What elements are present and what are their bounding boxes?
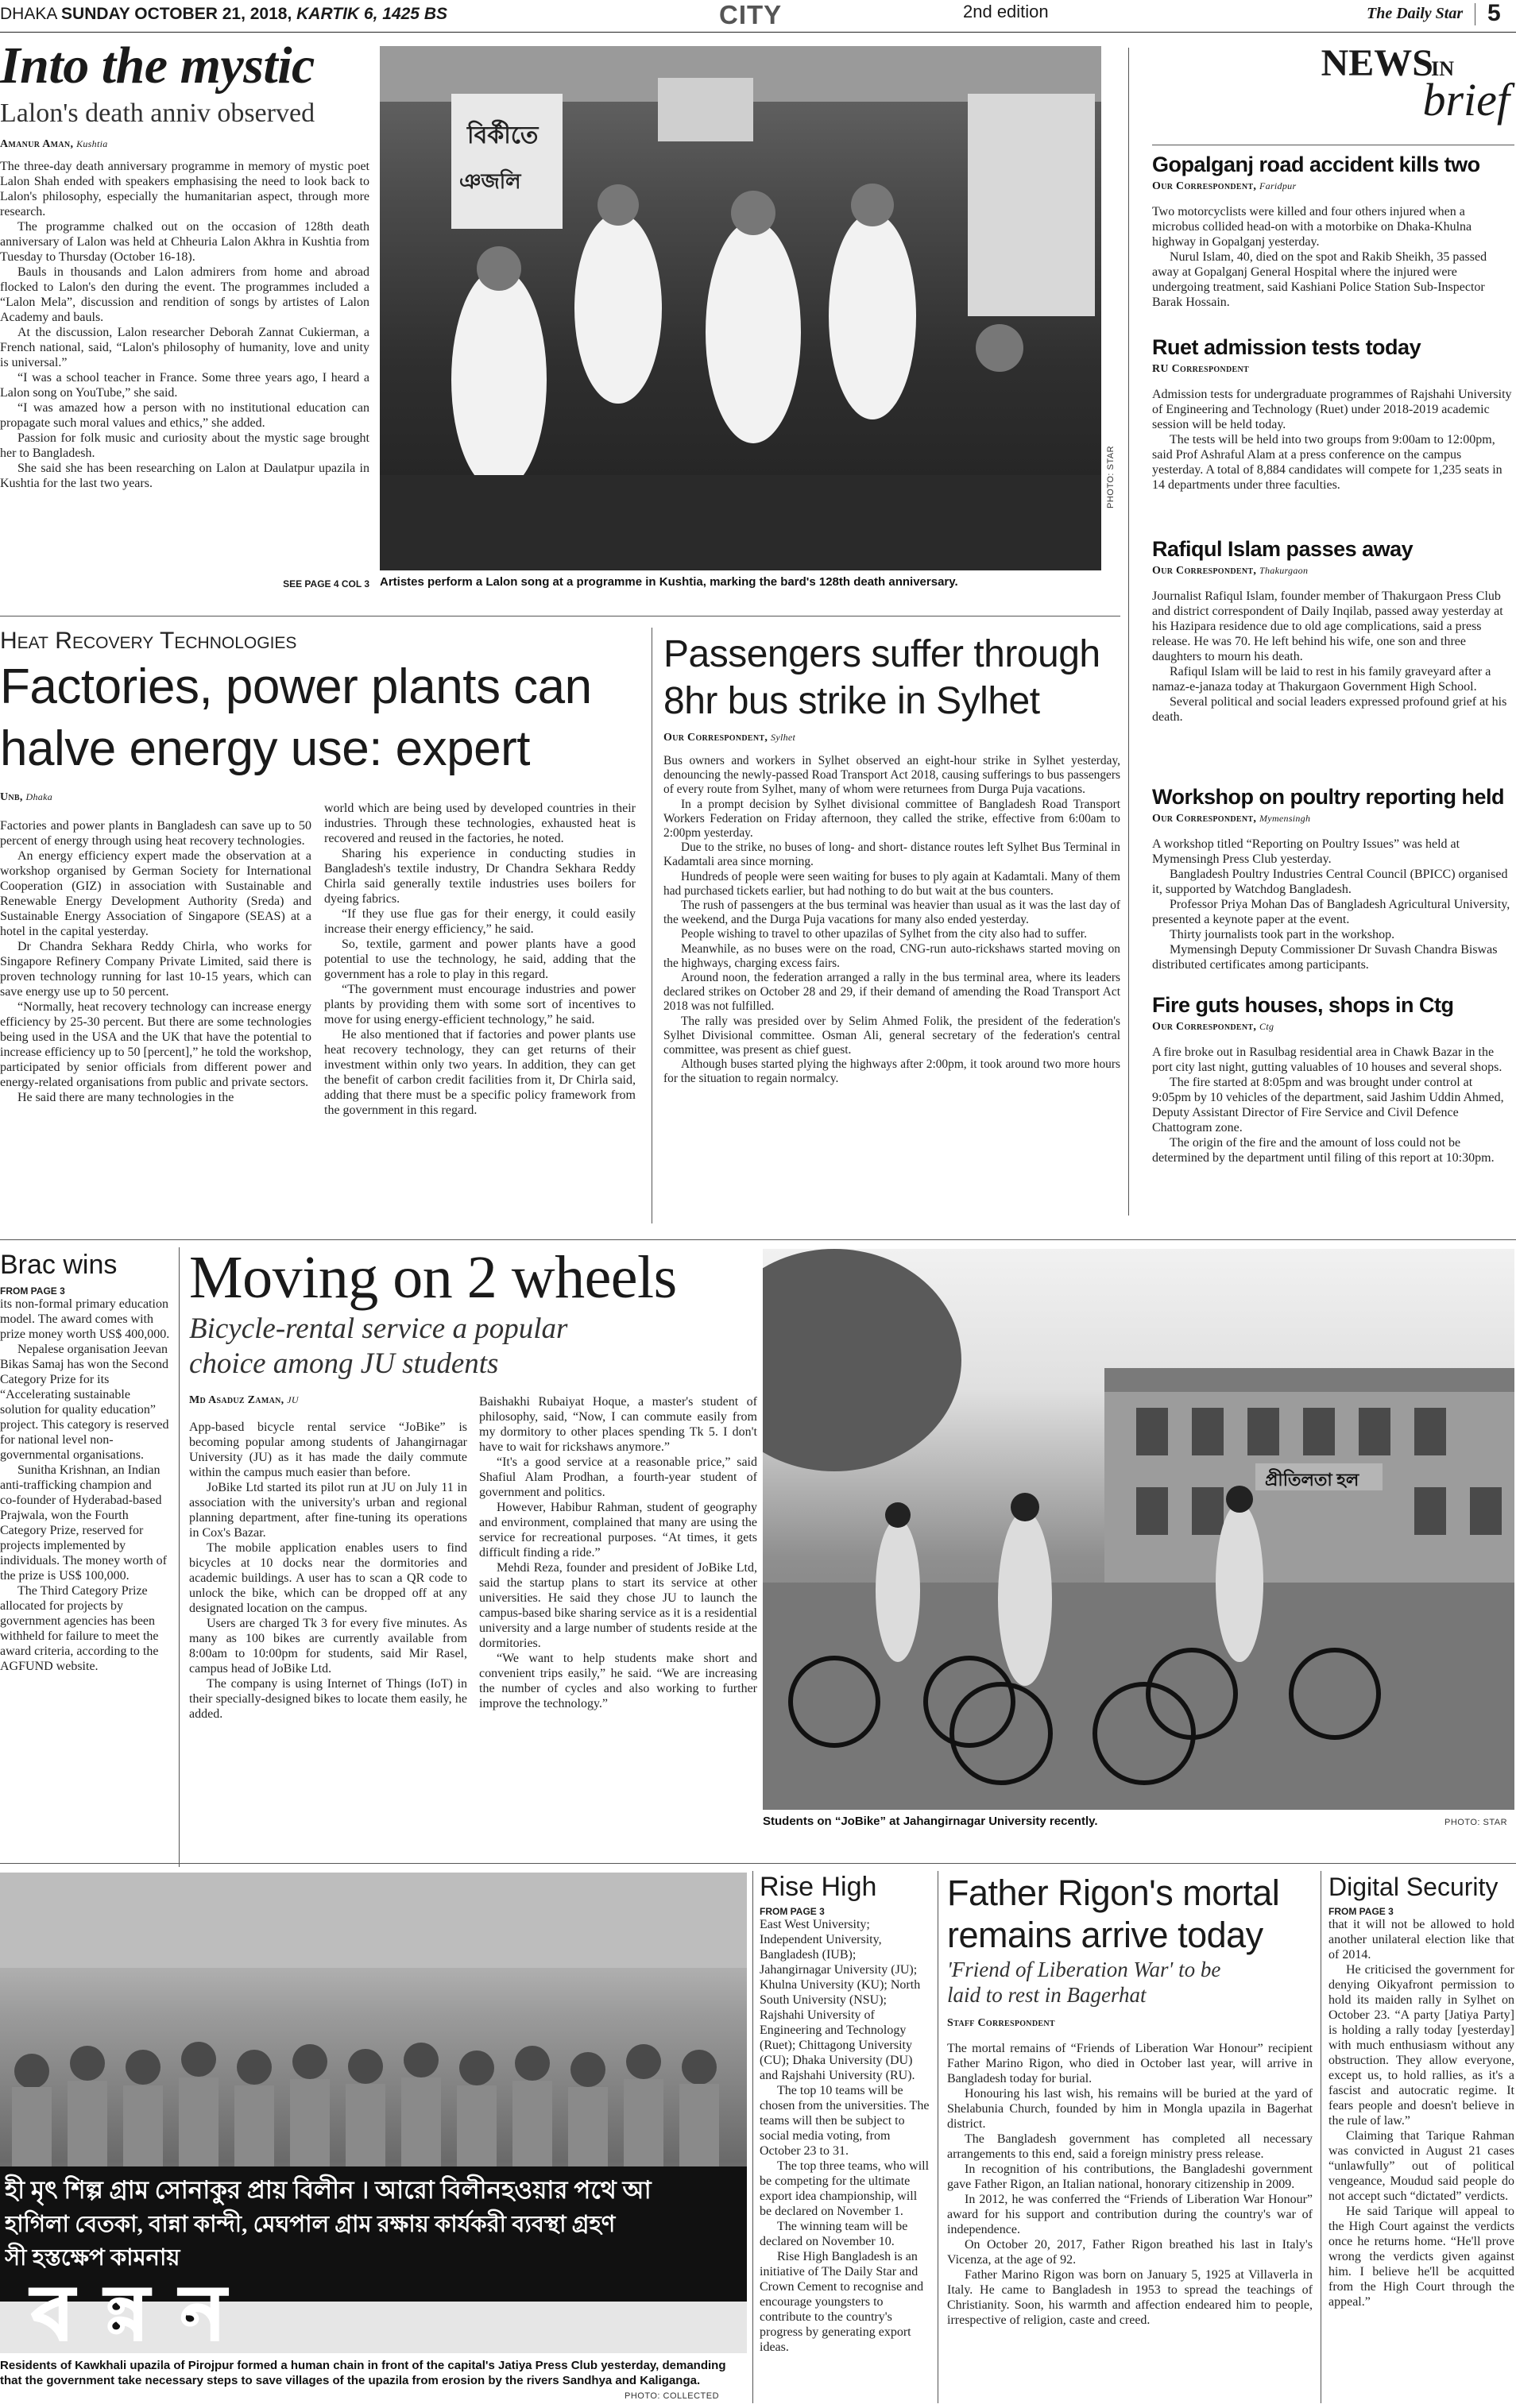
- brief-item-fire: [1152, 993, 1514, 1165]
- mystic-byline: Amanur Aman, Kushtia: [0, 138, 108, 150]
- brief-item-rafiqul: [1152, 537, 1514, 725]
- brac-paragraph: Sunitha Krishnan, an Indian anti-trafficking champion and co-founder of Hyderabad-based Prajwala, won the Fourth Category Prize, reserved for projects implemented by individuals. The money worth of the prize is US$ 100,000.: [0, 1463, 167, 1583]
- energy-col-1: [0, 818, 311, 1105]
- sylhet-paragraph: Due to the strike, no buses of long- and short- distance routes left Sylhet Bus Terminal in Kadamtali area since morning.: [663, 841, 1120, 869]
- sylhet-paragraph: The rush of passengers at the bus terminal was heavier than usual as it was the last day of the weekend, and the Durga Puja vacations for many also ended yesterday.: [663, 899, 1120, 927]
- rise-high-paragraph: East West University; Independent University, Bangladesh (IUB); Jahangirnagar University (JU); Khulna University (KU); North South University (NSU); Rajshahi University of Engineering and Technology (Ruet); Chittagong University (CU); Dhaka University (DU) and Rajshahi University (RU).: [760, 1918, 921, 2082]
- rigon-headline-1: Father Rigon's mortal: [947, 1873, 1280, 1913]
- protest-banner-line-3: সী হস্তক্ষেপ কামনায়: [5, 2245, 180, 2271]
- brief-paragraph: The fire started at 8:05pm and was brought under control at 9:05pm by 10 vehicles of the department, said Jashim Uddin Ahmed, Deputy Assistant Director of Fire Service and Civil Defence Chattogram zone.: [1152, 1076, 1504, 1134]
- mystic-paragraph: She said she has been researching on Lalon at Daulatpur upazila in Kushtia for the last two years.: [0, 462, 369, 490]
- sylhet-paragraph: Although buses started plying the highways after 2:00pm, it took around two more hours for the situation to regain normalcy.: [663, 1057, 1120, 1086]
- mystic-paragraph: The programme chalked out on the occasion of 128th death anniversary of Lalon was held at Chheuria Lalon Akhra in Kushtia from Tuesday to Thursday (October 16-18).: [0, 220, 369, 264]
- wheels-story: [189, 1243, 757, 1871]
- column-rule: [179, 1247, 180, 1867]
- energy-col-2: [324, 801, 636, 1118]
- brief-paragraph: The tests will be held into two groups from 9:00am to 12:00pm, said Prof Ashraful Alam at a press conference on the campus yesterday. A total of 8,884 candidates will compete for 1,235 seats in 14 departments under three faculties.: [1152, 433, 1502, 492]
- mystic-paragraph: Passion for folk music and curiosity about the mystic sage brought her to Bangladesh.: [0, 431, 369, 460]
- digital-paragraph: that it will not be allowed to hold another unilateral election like that of 2014.: [1328, 1918, 1514, 1962]
- brief-byline: Our Correspondent, Mymensingh: [1152, 813, 1311, 825]
- page-header: [0, 0, 1516, 32]
- brief-byline: Our Correspondent, Ctg: [1152, 1021, 1274, 1033]
- wheels-photo-sign: প্রীতিলতা হল: [1265, 1470, 1359, 1490]
- mystic-jump: SEE PAGE 4 COL 3: [283, 578, 369, 589]
- rise-high-headline: Rise High: [760, 1872, 877, 1902]
- sylhet-body: [663, 754, 1120, 1087]
- protest-banner-line-2: হাগিলা বেতকা, বান্না কান্দী, মেঘপাল গ্রাম রক্ষায় কার্যকরী ব্যবস্থা গ্রহণ: [5, 2212, 616, 2237]
- mystic-photo: [380, 46, 1101, 570]
- mystic-paragraph: At the discussion, Lalon researcher Deborah Zannat Cukierman, a French national, said, “Lalon's philosophy of humanity, love and unity is universal.”: [0, 326, 369, 369]
- protest-photo: [0, 1873, 747, 2353]
- wheels-subhead-1: Bicycle-rental service a popular: [189, 1312, 568, 1345]
- brief-body: [1152, 1045, 1514, 1165]
- mystic-paragraph: “I was amazed how a person with no institutional education can propagate such moral values and ethics,” she added.: [0, 401, 369, 430]
- section-rule: [0, 1239, 1516, 1240]
- sylhet-paragraph: People wishing to travel to other upazilas of Sylhet from the city also had to suffer.: [681, 927, 1087, 941]
- brac-body: [0, 1297, 171, 1674]
- rigon-story: [947, 1873, 1313, 2405]
- brac-paragraph: The Third Category Prize allocated for projects by government agencies has been withheld for failure to meet the award criteria, according to the AGFUND website.: [0, 1584, 159, 1673]
- energy-story: [0, 628, 640, 1231]
- rigon-paragraph: The mortal remains of “Friends of Liberation War Honour” recipient Father Marino Rigon, who died in October last year, will arrive in Bangladesh today for burial.: [947, 2042, 1313, 2085]
- header-bangla-date: KARTIK 6, 1425 BS: [296, 5, 447, 23]
- rigon-subhead-2: laid to rest in Bagerhat: [947, 1983, 1147, 2007]
- page-number: 5: [1487, 0, 1501, 26]
- rise-high-body: [760, 1917, 930, 2355]
- brief-body: [1152, 837, 1514, 972]
- column-rule: [1128, 48, 1129, 1216]
- wheels-paragraph: JoBike Ltd started its pilot run at JU on July 11 in association with the university's urban and regional planning department, after fine-tuning its operations in Cox's Bazar.: [189, 1481, 467, 1540]
- digital-paragraph: Claiming that Tarique Rahman was convicted in August 21 cases “unlawfully” out of political vengeance, Moudud said people do not accept such “dictated” verdicts.: [1328, 2129, 1514, 2203]
- sylhet-paragraph: Hundreds of people were seen waiting for buses to ply again at Kadamtali. Many of them had purchased tickets earlier, but had nothing to do but wait at the bus counters.: [663, 869, 1120, 898]
- header-date: SUNDAY OCTOBER 21, 2018,: [61, 5, 292, 23]
- brief-item-ruet: [1152, 335, 1514, 493]
- header-rule: [0, 32, 1516, 33]
- rigon-paragraph: In 2012, he was conferred the “Friends of Liberation War Honour” award for his support and contribution during the country's war of independence.: [947, 2193, 1313, 2236]
- mystic-body: [0, 159, 369, 491]
- protest-banner-big: বন্নন: [32, 2271, 257, 2353]
- column-rule: [752, 1871, 753, 2403]
- sylhet-paragraph: The rally was presided over by Selim Ahmed Folik, the president of the federation's Sylhet Divisional committee. Osman Ali, general secretary of the federation's central committee, was present as chief guest.: [663, 1014, 1120, 1057]
- mystic-paragraph: Bauls in thousands and Lalon admirers from home and abroad flocked to Lalon's den during the event. The programmes included a “Lalon Mela”, discussion and rendition of songs by artistes of Lalon Academy and bauls.: [0, 265, 369, 324]
- energy-paragraph: world which are being used by developed countries in their industries. Through these technologies, exhausted heat is recovered and reused in the factories, he noted.: [324, 802, 636, 845]
- brief-paragraph: Admission tests for undergraduate programmes of Rajshahi University of Engineering and Technology (Ruet) under 2018-2019 academic session will be held today.: [1152, 388, 1512, 431]
- mystic-photo-credit: PHOTO: STAR: [1106, 445, 1116, 508]
- sylhet-paragraph: In a prompt decision by Sylhet divisional committee of Bangladesh Road Transport Workers Federation on Friday afternoon, they called the strike, effective from 6:00am to 2:00pm yesterday.: [663, 797, 1120, 841]
- brief-paragraph: A workshop titled “Reporting on Poultry Issues” was held at Mymensingh Press Club yesterday.: [1152, 837, 1460, 866]
- brief-item-poultry: [1152, 785, 1514, 972]
- brac-paragraph: its non-formal primary education model. The award comes with prize money worth US$ 400,000.: [0, 1297, 170, 1341]
- rigon-paragraph: Honouring his last wish, his remains will be buried at the yard of Shelabunia Church, founded by him in Mongla upazila in Bagerhat district.: [947, 2087, 1313, 2131]
- sylhet-byline: Our Correspondent, Sylhet: [663, 732, 796, 744]
- mystic-banner-2: ঞজলি: [459, 170, 521, 193]
- wheels-headline: Moving on 2 wheels: [189, 1244, 677, 1311]
- sylhet-story: [663, 632, 1120, 1227]
- dateline: DHAKA: [0, 5, 57, 23]
- wheels-paragraph: The mobile application enables users to find bicycles at 10 docks near the dormitories and academic buildings. A user has to scan a QR code to unlock the bike, which can be dropped off at any designated location on the campus.: [189, 1541, 467, 1615]
- rigon-body: [947, 2041, 1313, 2328]
- rigon-headline-2: remains arrive today: [947, 1915, 1263, 1955]
- brief-paragraph: Several political and social leaders expressed profound grief at his death.: [1152, 695, 1507, 724]
- brief-body: [1152, 204, 1514, 310]
- news-brief: [1152, 41, 1514, 1225]
- energy-paragraph: Dr Chandra Sekhara Reddy Chirla, who works for Singapore Refinery Company Private Limited, said there is proven technology running for last 10-15 years, which can save energy use up to 50 percent.: [0, 940, 311, 999]
- brief-byline: Our Correspondent, Thakurgaon: [1152, 565, 1309, 577]
- wheels-paragraph: Users are charged Tk 3 for every five minutes. As many as 100 bikes are currently available from 8:00am to 10:00pm for students, said Mir Rasel, campus head of JoBike Ltd.: [189, 1617, 467, 1676]
- brief-headline: Gopalganj road accident kills two: [1152, 153, 1480, 176]
- brief-headline: Rafiqul Islam passes away: [1152, 537, 1414, 561]
- wheels-col-2: [479, 1394, 757, 1711]
- edition-label: 2nd edition: [963, 2, 1049, 21]
- energy-headline-2: halve energy use: expert: [0, 721, 530, 776]
- section-name: CITY: [719, 0, 783, 29]
- rise-high-paragraph: The top 10 teams will be chosen from the universities. The teams will then be subject to social media voting, from October 23 to 31.: [760, 2084, 930, 2158]
- energy-paragraph: “Normally, heat recovery technology can increase energy efficiency by 25-30 percent. But there are some technologies being used in the USA and the UK that have the potential to increase efficiency up to 50 [percent],” he told the workshop, participated by senior officials from different power and energy-related organisations from public and private sectors.: [0, 1000, 311, 1089]
- mystic-banner: বির্কীতে: [467, 122, 539, 149]
- energy-paragraph: He said there are many technologies in the: [17, 1091, 234, 1104]
- brief-headline: Workshop on poultry reporting held: [1152, 785, 1504, 809]
- rigon-paragraph: In recognition of his contributions, the Bangladeshi government gave Father Rigon, an Italian national, honorary citizenship in 2009.: [947, 2163, 1313, 2191]
- wheels-byline: Md Asaduz Zaman, JU: [189, 1394, 299, 1406]
- wheels-col-1: [189, 1420, 467, 1722]
- wheels-paragraph: “We want to help students make short and convenient trips easily,” he said. “We are increasing the number of cycles and also working to further improve the technology.”: [479, 1652, 757, 1710]
- brief-paragraph: Mymensingh Deputy Commissioner Dr Suvash Chandra Biswas distributed certificates among participants.: [1152, 943, 1498, 972]
- wheels-paragraph: However, Habibur Rahman, student of geography and environment, complained that many are using the service for recreational purposes. “At times, it gets difficult finding a ride.”: [479, 1501, 757, 1560]
- sylhet-headline-1: Passengers suffer through: [663, 633, 1100, 675]
- digital-body: [1328, 1917, 1514, 2309]
- brief-paragraph: Rafiqul Islam will be laid to rest in his family graveyard after a namaz-e-janaza today at Thakurgaon Government High School.: [1152, 665, 1491, 694]
- energy-kicker: Heat Recovery Technologies: [0, 628, 297, 654]
- sylhet-paragraph: Around noon, the federation arranged a rally in the bus terminal area, where its leaders declared strikes on October 28 and 29, if their demand of amending the Road Transport Act 2018 was not fulfilled.: [663, 971, 1120, 1014]
- rise-high-paragraph: The top three teams, who will be competing for the ultimate export idea championship, will be declared on November 1.: [760, 2159, 930, 2218]
- brief-headline: Ruet admission tests today: [1152, 335, 1421, 359]
- digital-from-page: FROM PAGE 3: [1328, 1906, 1394, 1917]
- brief-byline: Our Correspondent, Faridpur: [1152, 180, 1297, 192]
- energy-paragraph: So, textile, garment and power plants have a good potential to use the technology, he said, adding that the government has a role to play in this regard.: [324, 937, 636, 981]
- brac-from-page: FROM PAGE 3: [0, 1285, 65, 1297]
- brief-paragraph: Journalist Rafiqul Islam, founder member of Thakurgaon Press Club and district correspondent of Daily Inqilab, passed away yesterday at his Hazipara residence due to old age complications, said a press release. He was 70. He left behind his wife, one son and three daughters to mourn his death.: [1152, 589, 1503, 663]
- mystic-headline: Into the mystic: [0, 37, 315, 95]
- sylhet-paragraph: Meanwhile, as no buses were on the road, CNG-run auto-rickshaws started moving on the highways, charging excess fairs.: [663, 941, 1120, 970]
- digital-security-story: [1328, 1871, 1514, 2403]
- rise-high-paragraph: The winning team will be declared on November 10.: [760, 2220, 908, 2248]
- energy-headline-1: Factories, power plants can: [0, 659, 592, 714]
- news-brief-title-in: IN: [1431, 57, 1454, 80]
- section-rule: [0, 1863, 1516, 1864]
- wheels-paragraph: The company is using Internet of Things (IoT) in their specially-designed bikes to locate them easily, he added.: [189, 1677, 467, 1721]
- energy-paragraph: Sharing his experience in conducting studies in Bangladesh's textile industry, Dr Chandra Sekhara Reddy Chirla said generally textile industries uses boilers for dyeing fabrics.: [324, 847, 636, 906]
- brief-paragraph: Professor Priya Mohan Das of Bangladesh Agricultural University, presented a keynote paper at the event.: [1152, 898, 1510, 926]
- brief-paragraph: Bangladesh Poultry Industries Central Council (BPICC) organised it, supported by Watchdog Bangladesh.: [1152, 868, 1508, 896]
- masthead-logo: The Daily Star: [1367, 5, 1464, 22]
- wheels-paragraph: Mehdi Reza, founder and president of JoBike Ltd, said the startup plans to start its service at other universities. He said they chose JU to launch the campus-based bike sharing service as it is a residential university and a large number of students reside at the dormitories.: [479, 1561, 757, 1650]
- rigon-paragraph: Father Marino Rigon was born on January 5, 1925 at Villaverla in Italy. He came to Bangladesh in 1953 to spread the teachings of Christianity. Soon, his warmth and affection endeared him to people, irrespective of religion, caste and creed.: [947, 2268, 1313, 2327]
- brac-headline: Brac wins: [0, 1250, 118, 1280]
- header-dateline: [0, 5, 447, 24]
- wheels-paragraph: Baishakhi Rubaiyat Hoque, a master's student of philosophy, said, “Now, I can commute easily from my dormitory to other places spending Tk 5. I don't have to wait for rickshaws anymore.”: [479, 1395, 757, 1454]
- wheels-photo: [763, 1249, 1514, 1810]
- brac-paragraph: Nepalese organisation Jeevan Bikas Samaj has won the Second Category Prize for its “Accelerating sustainable solution for quality education” project. This category is reserved for national level non-governmental organisations.: [0, 1343, 169, 1462]
- sylhet-paragraph: Bus owners and workers in Sylhet observed an eight-hour strike in Sylhet yesterday, denouncing the newly-passed Road Transport Act 2018, causing sufferings to bus passengers of every route from Sylhet, many of whom were returnees from Durga Puja vacations.: [663, 754, 1120, 797]
- protest-banner-line-1: হী মৃৎ শিল্প গ্রাম সোনাকুর প্রায় বিলীন । আরো বিলীনহওয়ার পথে আ: [5, 2176, 652, 2204]
- wheels-photo-art: [763, 1249, 1514, 1810]
- brief-paragraph: The origin of the fire and the amount of loss could not be determined by the department until filing of this report at 10:30pm.: [1152, 1136, 1495, 1165]
- brief-byline: RU Correspondent: [1152, 363, 1249, 375]
- sylhet-headline-2: 8hr bus strike in Sylhet: [663, 680, 1040, 722]
- protest-caption: Residents of Kawkhali upazila of Pirojpur formed a human chain in front of the capital's Jatiya Press Club yesterday, demanding that the government take necessary steps to save villages of the upazila from erosion by the rivers Sandhya and Kaliganga.: [0, 2359, 726, 2387]
- news-brief-title-news: NEWS: [1321, 42, 1433, 84]
- mystic-photo-caption: Artistes perform a Lalon song at a programme in Kushtia, marking the bard's 128th death anniversary.: [380, 575, 958, 589]
- mystic-story: [0, 38, 369, 594]
- wheels-photo-caption: Students on “JoBike” at Jahangirnagar University recently.: [763, 1815, 1098, 1828]
- wheels-paragraph: App-based bicycle rental service “JoBike” is becoming popular among students of Jahangirnagar University (JU) as it has made the daily commute within the campus much easier than before.: [189, 1420, 467, 1479]
- brief-headline: Fire guts houses, shops in Ctg: [1152, 993, 1454, 1017]
- wheels-photo-credit: PHOTO: STAR: [1444, 1818, 1508, 1827]
- rise-high-story: [760, 1871, 930, 2403]
- brief-body: [1152, 589, 1514, 725]
- protest-credit: PHOTO: COLLECTED: [625, 2391, 720, 2401]
- wheels-subhead-2: choice among JU students: [189, 1347, 499, 1380]
- brief-body: [1152, 387, 1514, 493]
- mystic-paragraph: The three-day death anniversary programme in memory of mystic poet Lalon Shah ended with speakers emphasising the need to look back to Lalon's philosophy, especially the humanitarian aspect, through more research.: [0, 160, 369, 218]
- rigon-paragraph: The Bangladesh government has completed all necessary arrangements to this end, said a foreign ministry press release.: [947, 2132, 1313, 2161]
- brac-story: [0, 1249, 171, 1869]
- energy-paragraph: Factories and power plants in Bangladesh can save up to 50 percent of energy through using heat recovery technologies.: [0, 819, 311, 848]
- mystic-paragraph: “I was a school teacher in France. Some three years ago, I heard a Lalon song on YouTube,” she said.: [0, 371, 369, 400]
- energy-paragraph: “The government must encourage industries and power plants by providing them with some sort of incentives to move for using energy-efficient technology,” he said.: [324, 983, 636, 1026]
- digital-paragraph: He criticised the government for denying Oikyafront permission to hold its maiden rally in Sylhet on October 23. “A party [Jatiya Party] is holding a rally today [yesterday] with much enthusiasm without any obstruction. They allow everyone, except us, to hold rallies, as it's a fascist and autocratic regime. It fears people and doesn't believe in the rule of law.”: [1328, 1963, 1514, 2128]
- news-brief-title-brief: brief: [1422, 74, 1510, 126]
- rise-high-from-page: FROM PAGE 3: [760, 1906, 825, 1917]
- brief-paragraph: Thirty journalists took part in the workshop.: [1170, 928, 1395, 941]
- energy-paragraph: An energy efficiency expert made the observation at a workshop organised by German Society for International Cooperation (GIZ) in association with Sustainable and Renewable Energy Development Authority (Sreda) and Sustainable Energy Association of Singapore (SEAS) at a hotel in the capital yesterday.: [0, 849, 311, 938]
- energy-byline: Unb, Dhaka: [0, 791, 53, 803]
- brief-paragraph: Nurul Islam, 40, died on the spot and Rakib Sheikh, 35 passed away at Gopalganj General Hospital where the injured were undergoing treatment, said Kashiani Police Station Sub-Inspector Barak Hossain.: [1152, 250, 1487, 309]
- brief-item-gopalganj: [1152, 153, 1514, 310]
- brief-paragraph: Two motorcyclists were killed and four others injured when a microbus collided head-on with a motorbike on Dhaka-Khulna highway in Gopalganj yesterday.: [1152, 205, 1472, 249]
- energy-paragraph: “If they use flue gas for their energy, it could easily increase their energy efficiency,” he said.: [324, 907, 636, 936]
- rigon-subhead-1: 'Friend of Liberation War' to be: [947, 1958, 1221, 1981]
- mystic-subhead: Lalon's death anniv observed: [0, 99, 315, 128]
- brief-paragraph: A fire broke out in Rasulbag residential area in Chawk Bazar in the port city last night, gutting valuables of 10 houses and several shops.: [1152, 1046, 1502, 1074]
- digital-headline: Digital Security: [1328, 1873, 1499, 1901]
- wheels-paragraph: “It's a good service at a reasonable price,” said Shafiul Alam Prodhan, a fourth-year student of government and politics.: [479, 1455, 757, 1499]
- rise-high-paragraph: Rise High Bangladesh is an initiative of The Daily Star and Crown Cement to recognise and encourage youngsters to contribute to the country's progress by generating export ideas.: [760, 2250, 924, 2354]
- rigon-byline: Staff Correspondent: [947, 2017, 1055, 2029]
- news-brief-title: [1152, 41, 1514, 129]
- energy-paragraph: He also mentioned that if factories and power plants use heat recovery technology, they can get returns of their investment within only two years. In addition, they can get the benefit of carbon credit facilities from it, Dr Chirla said, adding that there must be a specific policy framework from the government in this regard.: [324, 1028, 636, 1117]
- digital-paragraph: He said Tarique will appeal to the High Court against the verdicts once he returns home. “He'll prove wrong the verdicts given against him. I believe he'll be acquitted from the High Court through the appeal.”: [1328, 2205, 1514, 2309]
- rigon-paragraph: On October 20, 2017, Father Rigon breathed his last in Italy's Vicenza, at the age of 92.: [947, 2238, 1313, 2267]
